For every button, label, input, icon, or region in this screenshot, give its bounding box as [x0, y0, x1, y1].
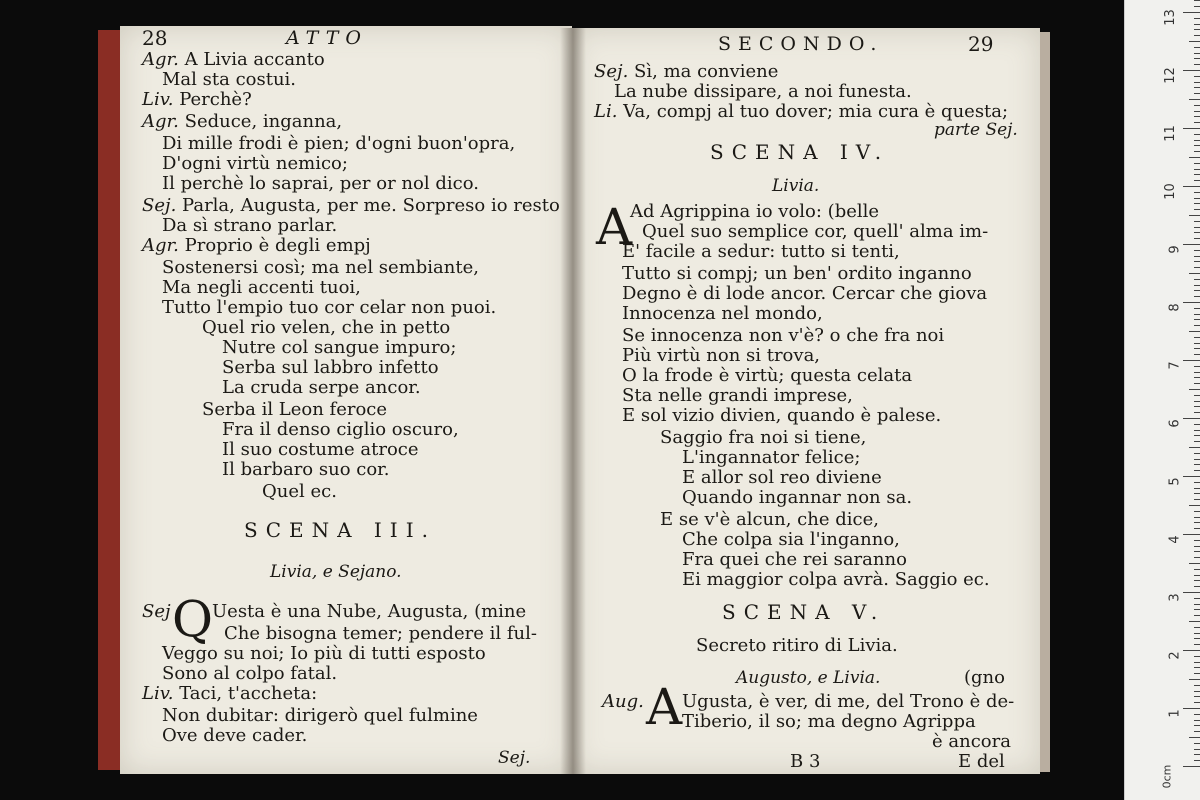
ruler-tick — [1194, 250, 1200, 251]
ruler-number: 4 — [1167, 535, 1183, 544]
drop-cap: A — [596, 198, 633, 256]
ruler-number: 6 — [1167, 419, 1183, 428]
ruler-tick — [1194, 314, 1200, 315]
line — [142, 112, 342, 132]
ruler-tick — [1183, 650, 1200, 651]
line: Che colpa sia l'inganno, — [682, 529, 900, 550]
catchword-left: Sej. — [498, 748, 531, 768]
page-number-left: 28 — [142, 26, 168, 50]
line: Il suo costume atroce — [222, 439, 419, 460]
ruler-tick — [1189, 41, 1200, 42]
ruler-tick — [1194, 267, 1200, 268]
ruler-number: 5 — [1167, 477, 1183, 486]
ruler-tick — [1194, 406, 1200, 407]
ruler-tick — [1194, 256, 1200, 257]
speaker: Agr. — [142, 49, 179, 70]
ruler-tick — [1194, 430, 1200, 431]
speaker: Sej — [142, 601, 171, 622]
ruler-tick — [1194, 609, 1200, 610]
line: Il perchè lo saprai, per or nol dico. — [162, 173, 479, 194]
speaker: Liv. — [142, 89, 174, 110]
ruler-number: 2 — [1167, 651, 1183, 660]
ruler-tick — [1183, 708, 1200, 709]
ruler-tick — [1189, 563, 1200, 564]
stage-direction: parte Sej. — [934, 120, 1018, 140]
line: Uesta è una Nube, Augusta, (mine — [212, 601, 527, 622]
scene-4-title: SCENA IV. — [710, 140, 890, 164]
ruler-tick — [1194, 232, 1200, 233]
ruler-tick — [1194, 604, 1200, 605]
ruler-tick — [1194, 343, 1200, 344]
ruler-tick — [1194, 337, 1200, 338]
ruler-tick — [1194, 279, 1200, 280]
ruler-tick — [1194, 238, 1200, 239]
ruler-tick — [1194, 209, 1200, 210]
ruler-tick — [1194, 685, 1200, 686]
ruler-tick — [1194, 198, 1200, 199]
speaker: Sej. — [142, 195, 177, 216]
ruler-tick — [1194, 377, 1200, 378]
ruler-tick — [1194, 470, 1200, 471]
ruler-number: 7 — [1167, 361, 1183, 370]
ruler-tick — [1194, 134, 1200, 135]
ruler-tick — [1194, 64, 1200, 65]
ruler-tick — [1189, 737, 1200, 738]
ruler-tick — [1189, 389, 1200, 390]
ruler-tick — [1183, 766, 1200, 767]
ruler-tick — [1194, 82, 1200, 83]
ruler-tick — [1194, 725, 1200, 726]
line: Saggio fra noi si tiene, — [660, 427, 867, 448]
ruler-tick — [1194, 105, 1200, 106]
verse: Seduce, inganna, — [184, 111, 343, 132]
verse: Proprio è degli empj — [184, 235, 371, 256]
ruler-tick — [1194, 464, 1200, 465]
ruler-tick — [1194, 662, 1200, 663]
ruler-tick — [1194, 401, 1200, 402]
ruler-tick — [1189, 447, 1200, 448]
line: Nutre col sangue impuro; — [222, 337, 457, 358]
ruler-tick — [1183, 418, 1200, 419]
line — [142, 236, 371, 256]
verse: Sì, ma conviene — [634, 61, 779, 82]
line: Serba sul labbro infetto — [222, 357, 439, 378]
line: L'ingannator felice; — [682, 447, 861, 468]
ruler-tick — [1194, 122, 1200, 123]
line: Mal sta costui. — [162, 69, 297, 90]
ruler-tick — [1194, 296, 1200, 297]
ruler-tick — [1194, 673, 1200, 674]
ruler-tick — [1183, 476, 1200, 477]
drop-cap: Q — [172, 590, 213, 648]
line: Innocenza nel mondo, — [622, 303, 823, 324]
ruler-tick — [1194, 627, 1200, 628]
ruler-tick — [1194, 557, 1200, 558]
ruler-tick — [1194, 441, 1200, 442]
line: Tiberio, il so; ma degno Agrippa — [682, 711, 976, 732]
speaker: Liv. — [142, 683, 174, 704]
ruler-tick — [1194, 488, 1200, 489]
ruler-tick — [1194, 598, 1200, 599]
ruler-tick — [1194, 76, 1200, 77]
ruler-tick — [1194, 528, 1200, 529]
scene-persons: Livia, e Sejano. — [270, 562, 402, 582]
line: Quando ingannar non sa. — [682, 487, 913, 508]
line: Ad Agrippina io volo: (belle — [630, 201, 880, 222]
ruler-tick — [1194, 749, 1200, 750]
ruler-number: 13 — [1163, 9, 1179, 26]
ruler-tick — [1194, 493, 1200, 494]
ruler-tick — [1189, 157, 1200, 158]
ruler-tick — [1194, 511, 1200, 512]
line: Fra il denso ciglio oscuro, — [222, 419, 459, 440]
ruler-tick — [1183, 186, 1200, 187]
signature-mark: B 3 — [790, 751, 821, 772]
ruler-unit: 0cm — [1160, 764, 1174, 789]
scene-5-title: SCENA V. — [722, 600, 886, 624]
line: Tutto si compj; un ben' ordito inganno — [622, 263, 972, 284]
line: Degno è di lode ancor. Cercar che giova — [622, 283, 988, 304]
line: Veggo su noi; Io più di tutti esposto — [162, 643, 486, 664]
ruler-tick — [1194, 575, 1200, 576]
line: Se innocenza non v'è? o che fra noi — [622, 325, 945, 346]
measuring-ruler — [1124, 0, 1200, 800]
ruler-number: 1 — [1167, 709, 1183, 718]
ruler-tick — [1194, 580, 1200, 581]
ruler-number: 12 — [1163, 67, 1179, 84]
ruler-tick — [1194, 348, 1200, 349]
ruler-tick — [1194, 6, 1200, 7]
scene-4-persons: Livia. — [772, 176, 820, 196]
line — [594, 62, 778, 82]
right-page — [572, 28, 1040, 774]
ruler-tick — [1194, 383, 1200, 384]
ruler-tick — [1194, 18, 1200, 19]
ruler-number: 3 — [1167, 593, 1183, 602]
ruler-tick — [1183, 360, 1200, 361]
ruler-tick — [1194, 319, 1200, 320]
ruler-tick — [1183, 12, 1200, 13]
ruler-tick — [1194, 615, 1200, 616]
ruler-tick — [1194, 638, 1200, 639]
scene-title: SCENA III. — [244, 518, 436, 542]
ruler-tick — [1194, 111, 1200, 112]
verse: Va, compj al tuo dover; mia cura è questa; — [623, 101, 1009, 122]
ruler-tick — [1194, 308, 1200, 309]
ruler-tick — [1194, 35, 1200, 36]
ruler-tick — [1194, 169, 1200, 170]
line: Che bisogna temer; pendere il ful- — [224, 623, 537, 644]
speaker: Li. — [594, 101, 618, 122]
ruler-tick — [1194, 731, 1200, 732]
ruler-tick — [1194, 633, 1200, 634]
speaker: Aug. — [602, 691, 644, 712]
ruler-tick — [1194, 93, 1200, 94]
ruler-tick — [1194, 145, 1200, 146]
ruler-tick — [1194, 366, 1200, 367]
ruler-tick — [1194, 691, 1200, 692]
scene-5-persons: Augusto, e Livia. — [736, 668, 881, 688]
line: Sono al colpo fatal. — [162, 663, 338, 684]
ruler-tick — [1194, 354, 1200, 355]
ruler-tick — [1194, 58, 1200, 59]
line: Tutto l'empio tuo cor celar non puoi. — [162, 297, 497, 318]
ruler-tick — [1194, 372, 1200, 373]
ruler-tick — [1194, 87, 1200, 88]
line — [142, 90, 252, 110]
ruler-tick — [1194, 702, 1200, 703]
line: La nube dissipare, a noi funesta. — [614, 81, 912, 102]
ruler-tick — [1194, 522, 1200, 523]
ruler-tick — [1194, 754, 1200, 755]
ruler-tick — [1189, 679, 1200, 680]
ruler-tick — [1194, 540, 1200, 541]
line: Quel rio velen, che in petto — [202, 317, 451, 338]
ruler-tick — [1194, 192, 1200, 193]
ruler-tick — [1189, 215, 1200, 216]
ruler-tick — [1194, 499, 1200, 500]
ruler-tick — [1194, 290, 1200, 291]
ruler-tick — [1189, 273, 1200, 274]
speaker: Agr. — [142, 111, 179, 132]
ruler-tick — [1194, 412, 1200, 413]
ruler-tick — [1194, 140, 1200, 141]
ruler-tick — [1194, 261, 1200, 262]
line: Ove deve cader. — [162, 725, 308, 746]
ruler-tick — [1194, 163, 1200, 164]
line — [594, 102, 1008, 122]
ruler-tick — [1194, 285, 1200, 286]
ruler-tick — [1189, 621, 1200, 622]
drop-cap: A — [646, 678, 683, 736]
running-head-right: SECONDO. — [718, 33, 884, 55]
ruler-tick — [1194, 203, 1200, 204]
ruler-tick — [1183, 244, 1200, 245]
line: Sostenersi così; ma nel sembiante, — [162, 257, 479, 278]
line — [142, 196, 560, 216]
ruler-tick — [1194, 517, 1200, 518]
ruler-tick — [1194, 656, 1200, 657]
line: E allor sol reo diviene — [682, 467, 882, 488]
ruler-tick — [1183, 592, 1200, 593]
ruler-tick — [1189, 505, 1200, 506]
ruler-tick — [1194, 720, 1200, 721]
scene-5-persons-extra: (gno — [964, 667, 1005, 688]
ruler-tick — [1194, 116, 1200, 117]
line: Ei maggior colpa avrà. Saggio ec. — [682, 569, 990, 590]
line: Fra quei che rei saranno — [682, 549, 907, 570]
left-page — [120, 26, 572, 774]
ruler-tick — [1183, 534, 1200, 535]
line: E' facile a sedur: tutto si tenti, — [622, 241, 900, 262]
ruler-tick — [1194, 714, 1200, 715]
page-number-right: 29 — [968, 32, 994, 56]
line: La cruda serpe ancor. — [222, 377, 421, 398]
ruler-tick — [1194, 453, 1200, 454]
line: Ugusta, è ver, di me, del Trono è de- — [682, 691, 1015, 712]
line — [142, 50, 325, 70]
ruler-tick — [1194, 569, 1200, 570]
line: D'ogni virtù nemico; — [162, 153, 348, 174]
line: Quel suo semplice cor, quell' alma im- — [642, 221, 989, 242]
ruler-tick — [1194, 221, 1200, 222]
ruler-tick — [1194, 174, 1200, 175]
ruler-tick — [1194, 24, 1200, 25]
line: Di mille frodi è pien; d'ogni buon'opra, — [162, 133, 516, 154]
ruler-tick — [1183, 70, 1200, 71]
ruler-tick — [1194, 546, 1200, 547]
ruler-number: 11 — [1163, 125, 1179, 142]
line: è ancora — [932, 731, 1011, 752]
ruler-tick — [1194, 696, 1200, 697]
ruler-number: 10 — [1163, 183, 1179, 200]
catchword-right: E del — [958, 751, 1005, 772]
running-head-left: ATTO — [286, 27, 368, 49]
scene-5-setting: Secreto ritiro di Livia. — [696, 635, 898, 656]
line: E sol vizio divien, quando è palese. — [622, 405, 942, 426]
speaker: Sej. — [594, 61, 629, 82]
ruler-tick — [1194, 151, 1200, 152]
line: Più virtù non si trova, — [622, 345, 821, 366]
verse: Parla, Augusta, per me. Sorpreso io resto — [182, 195, 560, 216]
verse: Taci, t'accheta: — [179, 683, 318, 704]
line: O la frode è virtù; questa celata — [622, 365, 913, 386]
ruler-tick — [1194, 482, 1200, 483]
ruler-tick — [1194, 743, 1200, 744]
ruler-tick — [1194, 29, 1200, 30]
ruler-tick — [1183, 128, 1200, 129]
ruler-tick — [1189, 331, 1200, 332]
ruler-tick — [1194, 435, 1200, 436]
ruler-tick — [1194, 325, 1200, 326]
ruler-tick — [1194, 227, 1200, 228]
line: Serba il Leon feroce — [202, 399, 388, 420]
ruler-number: 8 — [1167, 303, 1183, 312]
speaker: Agr. — [142, 235, 179, 256]
ruler-tick — [1194, 0, 1200, 1]
ruler-tick — [1194, 53, 1200, 54]
line: E se v'è alcun, che dice, — [660, 509, 879, 530]
ruler-tick — [1194, 47, 1200, 48]
line: Ma negli accenti tuoi, — [162, 277, 361, 298]
book-gutter — [560, 28, 586, 774]
ruler-tick — [1183, 302, 1200, 303]
line: Non dubitar: dirigerò quel fulmine — [162, 705, 478, 726]
line: Sta nelle grandi imprese, — [622, 385, 853, 406]
ruler-tick — [1189, 99, 1200, 100]
ruler-tick — [1194, 667, 1200, 668]
ruler-tick — [1194, 644, 1200, 645]
ruler-tick — [1194, 180, 1200, 181]
ruler-tick — [1194, 424, 1200, 425]
ruler-number: 9 — [1167, 245, 1183, 254]
ruler-tick — [1194, 395, 1200, 396]
line: Da sì strano parlar. — [162, 215, 338, 236]
ruler-tick — [1194, 760, 1200, 761]
ruler-tick — [1194, 459, 1200, 460]
ruler-tick — [1194, 586, 1200, 587]
verse: A Livia accanto — [184, 49, 325, 70]
verse: Perchè? — [179, 89, 252, 110]
line: Il barbaro suo cor. — [222, 459, 390, 480]
line — [142, 684, 317, 704]
ruler-tick — [1194, 551, 1200, 552]
line: Quel ec. — [262, 481, 337, 502]
